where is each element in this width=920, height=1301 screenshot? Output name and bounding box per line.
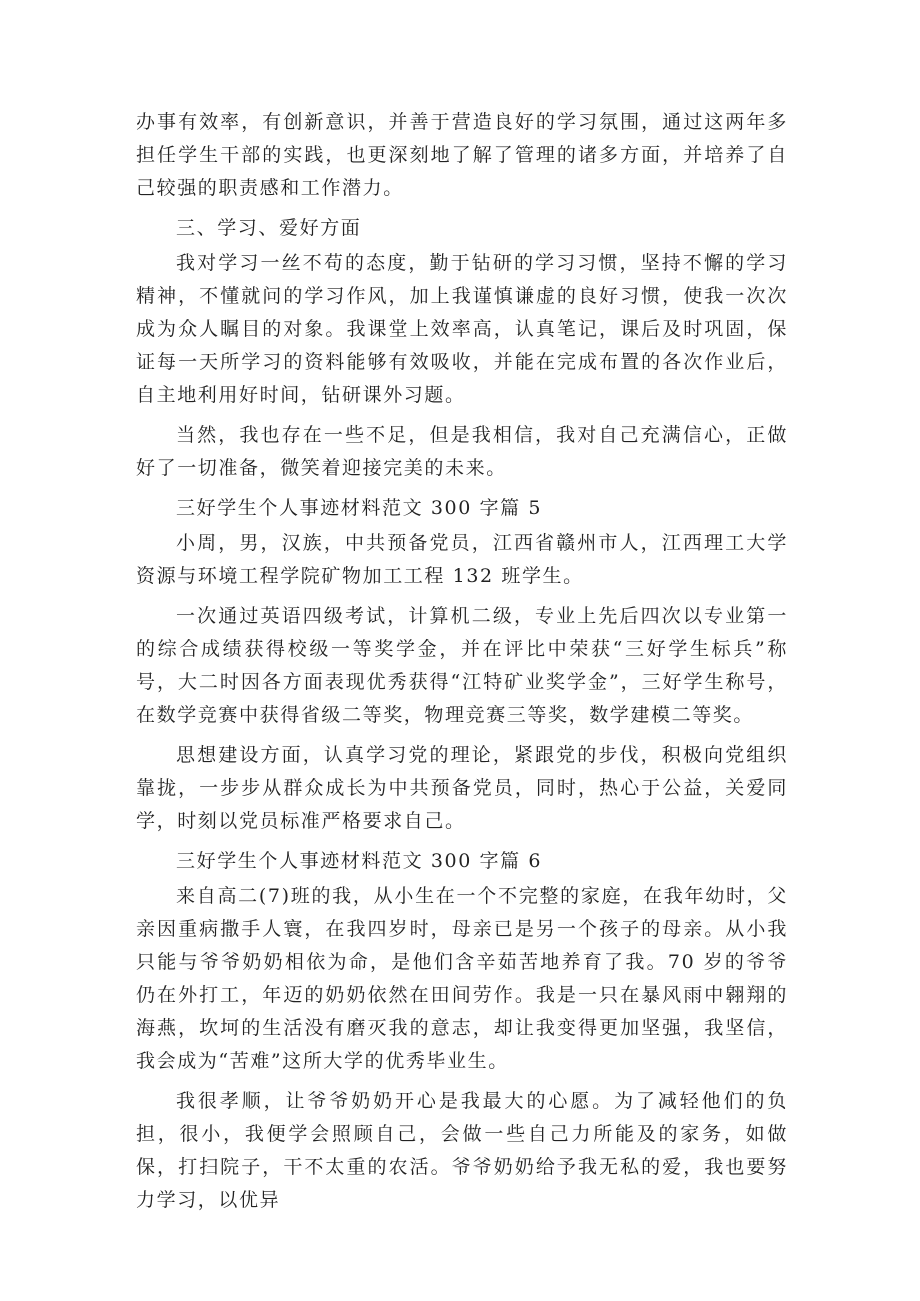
article-heading-5: 三好学生个人事迹材料范文 300 字篇 5 <box>176 497 543 519</box>
article-heading-6: 三好学生个人事迹材料范文 300 字篇 6 <box>176 850 543 872</box>
paragraph-study-attitude: 我对学习一丝不苟的态度，勤于钻研的学习习惯，坚持不懈的学习精神，不懂就问的学习作风，加上我谨慎谦虚的良好习惯，使我一次次成为众人瞩目的对象。我课堂上效率高，认真笔记，课后及时巩固，保证每一天所学习的资料能够有效吸收，并能在完成布置的各次作业后，自主地利用好时间，钻研课外习题。 <box>136 252 788 406</box>
paragraph-filial-piety: 我很孝顺，让爷爷奶奶开心是我最大的心愿。为了减轻他们的负担，很小，我便学会照顾自己，会做一些自己力所能及的家务，如做保，打扫院子，干不太重的农活。爷爷奶奶给予我无私的爱，我也要努力学习，以优异 <box>136 1090 788 1211</box>
paragraph-shortcomings: 当然，我也存在一些不足，但是我相信，我对自己充满信心，正做好了一切准备，微笑着迎接完美的未来。 <box>136 424 788 479</box>
paragraph-family-background: 来自高二(7)班的我，从小生在一个不完整的家庭，在我年幼时，父亲因重病撒手人寰，在我四岁时，母亲已是另一个孩子的母亲。从小我只能与爷爷奶奶相依为命，是他们含辛茹苦地养育了我。70 岁的爷爷仍在外打工，年迈的奶奶依然在田间劳作。我是一只在暴风雨中翱翔的海燕，坎坷的生活没有磨灭我的意志，却让我变得更加坚强，我坚信，我会成为“苦难”这所大学的优秀毕业生。 <box>136 885 788 1072</box>
paragraph-achievements: 一次通过英语四级考试，计算机二级，专业上先后四次以专业第一的综合成绩获得校级一等奖学金，并在评比中荣获“三好学生标兵”称号，大二时因各方面表现优秀获得“江特矿业奖学金”，三好学生称号，在数学竞赛中获得省级二等奖，物理竞赛三等奖，数学建模二等奖。 <box>136 605 788 726</box>
document-body <box>136 106 788 1217</box>
paragraph-student-profile: 小周，男，汉族，中共预备党员，江西省赣州市人，江西理工大学资源与环境工程学院矿物加工工程 132 班学生。 <box>136 532 788 587</box>
paragraph-ideology: 思想建设方面，认真学习党的理论，紧跟党的步伐，积极向党组织靠拢，一步步从群众成长为中共预备党员，同时，热心于公益，关爱同学，时刻以党员标准严格要求自己。 <box>136 744 788 832</box>
paragraph-management: 办事有效率，有创新意识，并善于营造良好的学习氛围，通过这两年多担任学生干部的实践，也更深刻地了解了管理的诸多方面，并培养了自己较强的职责感和工作潜力。 <box>136 111 788 199</box>
section-heading-study-hobby: 三、学习、爱好方面 <box>176 217 362 239</box>
